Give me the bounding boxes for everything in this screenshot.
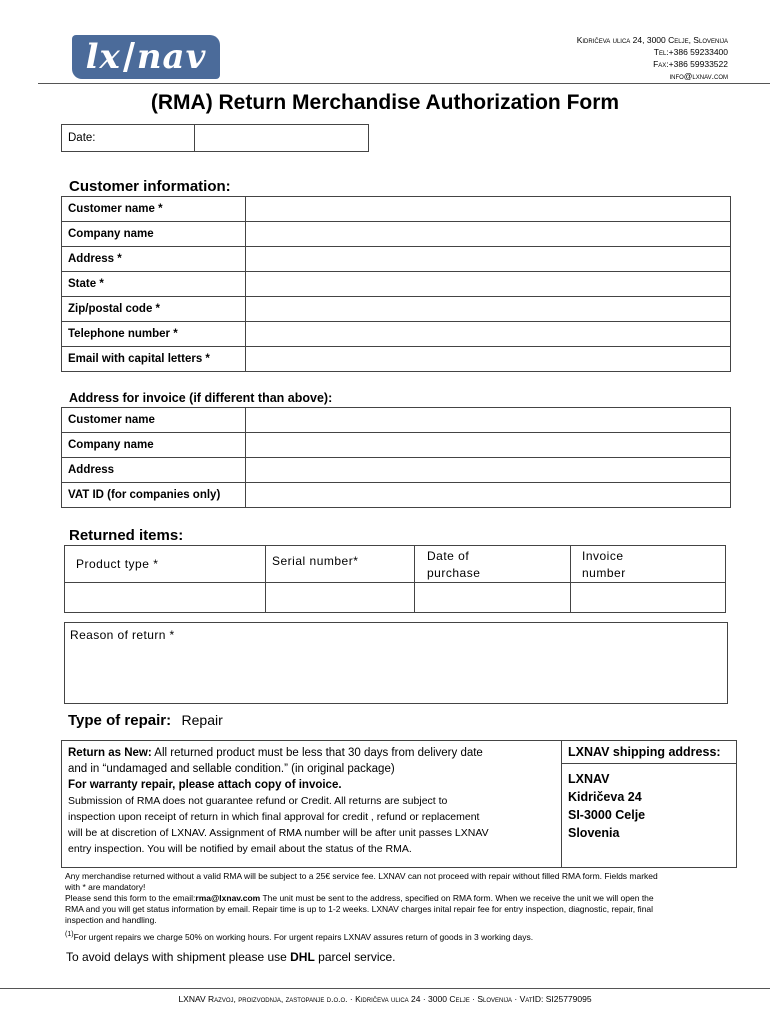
telephone-label: Telephone number * bbox=[62, 322, 246, 347]
type-of-repair-value[interactable]: Repair bbox=[181, 712, 223, 728]
customer-info-heading: Customer information: bbox=[69, 178, 231, 195]
note-6: For urgent repairs we charge 50% on working hours. For urgent repairs LXNAV assures return of goods in 3 working days. bbox=[73, 931, 534, 942]
shipping-line-2: Kidričeva 24 bbox=[568, 790, 642, 804]
note-2: with * are mandatory! bbox=[65, 882, 146, 892]
return-as-new-label: Return as New: bbox=[68, 747, 152, 759]
company-contact-block bbox=[577, 34, 728, 82]
note-1: Any merchandise returned without a valid RMA will be subject to a 25€ service fee. LXNAV can not proceed with repair without filled RMA form. Fields marked bbox=[65, 871, 658, 881]
customer-name-label: Customer name * bbox=[62, 197, 246, 222]
invoice-address-input[interactable] bbox=[246, 458, 731, 483]
zip-input[interactable] bbox=[246, 297, 731, 322]
dhl-name: DHL bbox=[290, 950, 315, 964]
note-5: inspection and handling. bbox=[65, 915, 157, 925]
type-of-repair-label: Type of repair: bbox=[68, 712, 172, 729]
invoice-customer-name-input[interactable] bbox=[246, 408, 731, 433]
note-3a: Please send this form to the email: bbox=[65, 893, 196, 903]
telephone-input[interactable] bbox=[246, 322, 731, 347]
form-title: (RMA) Return Merchandise Authorization Form bbox=[150, 91, 620, 114]
shipping-address-heading: LXNAV shipping address: bbox=[568, 745, 721, 759]
notes-block bbox=[65, 871, 737, 943]
terms-line-1: Submission of RMA does not guarantee refund or Credit. All returns are subject to bbox=[68, 795, 448, 807]
address-input[interactable] bbox=[246, 247, 731, 272]
customer-name-input[interactable] bbox=[246, 197, 731, 222]
reason-of-return-label: Reason of return * bbox=[70, 628, 175, 642]
note-3c: The unit must be sent to the address, specified on RMA form. When we receive the unit we will open the bbox=[260, 893, 654, 903]
product-type-input[interactable] bbox=[65, 583, 266, 613]
serial-number-header: Serial number* bbox=[266, 546, 415, 583]
state-label: State * bbox=[62, 272, 246, 297]
invoice-number-header: Invoice number bbox=[571, 546, 726, 583]
zip-label: Zip/postal code * bbox=[62, 297, 246, 322]
terms-and-shipping-box bbox=[61, 740, 737, 868]
terms-line-4: entry inspection. You will be notified by email about the status of the RMA. bbox=[68, 843, 412, 855]
return-as-new-text: All returned product must be less that 30 days from delivery date bbox=[151, 747, 483, 759]
invoice-number-input[interactable] bbox=[571, 583, 726, 613]
company-tel: Tel:+386 59233400 bbox=[653, 47, 728, 57]
terms-line-2: inspection upon receipt of return in which final approval for credit , refund or replacement bbox=[68, 811, 480, 823]
returned-items-table bbox=[64, 545, 726, 613]
type-of-repair-row bbox=[68, 712, 223, 730]
invoice-address-label: Address bbox=[62, 458, 246, 483]
company-name-label: Company name bbox=[62, 222, 246, 247]
date-table bbox=[61, 124, 369, 152]
email-input[interactable] bbox=[246, 347, 731, 372]
note-6-sup: (1) bbox=[65, 931, 74, 938]
company-name-input[interactable] bbox=[246, 222, 731, 247]
reason-of-return-box[interactable] bbox=[64, 622, 728, 704]
company-fax: Fax:+386 59933522 bbox=[653, 59, 728, 69]
date-input[interactable] bbox=[195, 125, 369, 152]
date-of-purchase-header: Date of purchase bbox=[415, 546, 571, 583]
invoice-company-name-label: Company name bbox=[62, 433, 246, 458]
invoice-address-heading: Address for invoice (if different than above): bbox=[69, 391, 333, 405]
footer-divider bbox=[0, 988, 770, 989]
invoice-address-table bbox=[61, 407, 731, 508]
shipping-line-1: LXNAV bbox=[568, 772, 610, 786]
date-label: Date: bbox=[62, 125, 195, 152]
header-divider bbox=[38, 83, 770, 84]
returned-items-heading: Returned items: bbox=[69, 527, 184, 544]
terms-text bbox=[68, 745, 556, 857]
logo-text-left: lx bbox=[85, 37, 121, 77]
dhl-note: To avoid delays with shipment please use DHL parcel service. bbox=[66, 950, 396, 964]
product-type-header: Product type * bbox=[65, 546, 266, 583]
company-email[interactable]: info@lxnav.com bbox=[669, 71, 728, 81]
page-footer: LXNAV Razvoj, proizvodnja, zastopanje d.o.o. · Kidričeva ulica 24 · 3000 Celje · Slovenija · VatID: SI25779095 bbox=[178, 994, 592, 1004]
terms-line-3: will be at discretion of LXNAV. Assignment of RMA number will be after unit passes LXNAV bbox=[68, 827, 489, 839]
vat-id-label: VAT ID (for companies only) bbox=[62, 483, 246, 508]
shipping-line-3: SI-3000 Celje bbox=[568, 808, 646, 822]
note-4: RMA and you will get status information by email. Repair time is up to 1-2 weeks. LXNAV charges inital repair fee for entry inspection, diagnostic, repair, final bbox=[65, 904, 654, 914]
company-address: Kidričeva ulica 24, 3000 Celje, Slovenija bbox=[576, 35, 728, 45]
invoice-customer-name-label: Customer name bbox=[62, 408, 246, 433]
vat-id-input[interactable] bbox=[246, 483, 731, 508]
customer-info-table bbox=[61, 196, 731, 372]
logo-text-right: nav bbox=[136, 37, 207, 77]
state-input[interactable] bbox=[246, 272, 731, 297]
serial-number-input[interactable] bbox=[266, 583, 415, 613]
warranty-note: For warranty repair, please attach copy of invoice. bbox=[68, 779, 342, 791]
return-as-new-text-2: and in “undamaged and sellable condition.” (in original package) bbox=[68, 763, 395, 775]
date-of-purchase-input[interactable] bbox=[415, 583, 571, 613]
invoice-company-name-input[interactable] bbox=[246, 433, 731, 458]
shipping-address-block bbox=[562, 745, 736, 842]
lxnav-logo bbox=[72, 35, 220, 79]
address-label: Address * bbox=[62, 247, 246, 272]
email-label: Email with capital letters * bbox=[62, 347, 246, 372]
shipping-line-4: Slovenia bbox=[568, 826, 620, 840]
rma-email-link[interactable]: rma@lxnav.com bbox=[195, 893, 261, 903]
